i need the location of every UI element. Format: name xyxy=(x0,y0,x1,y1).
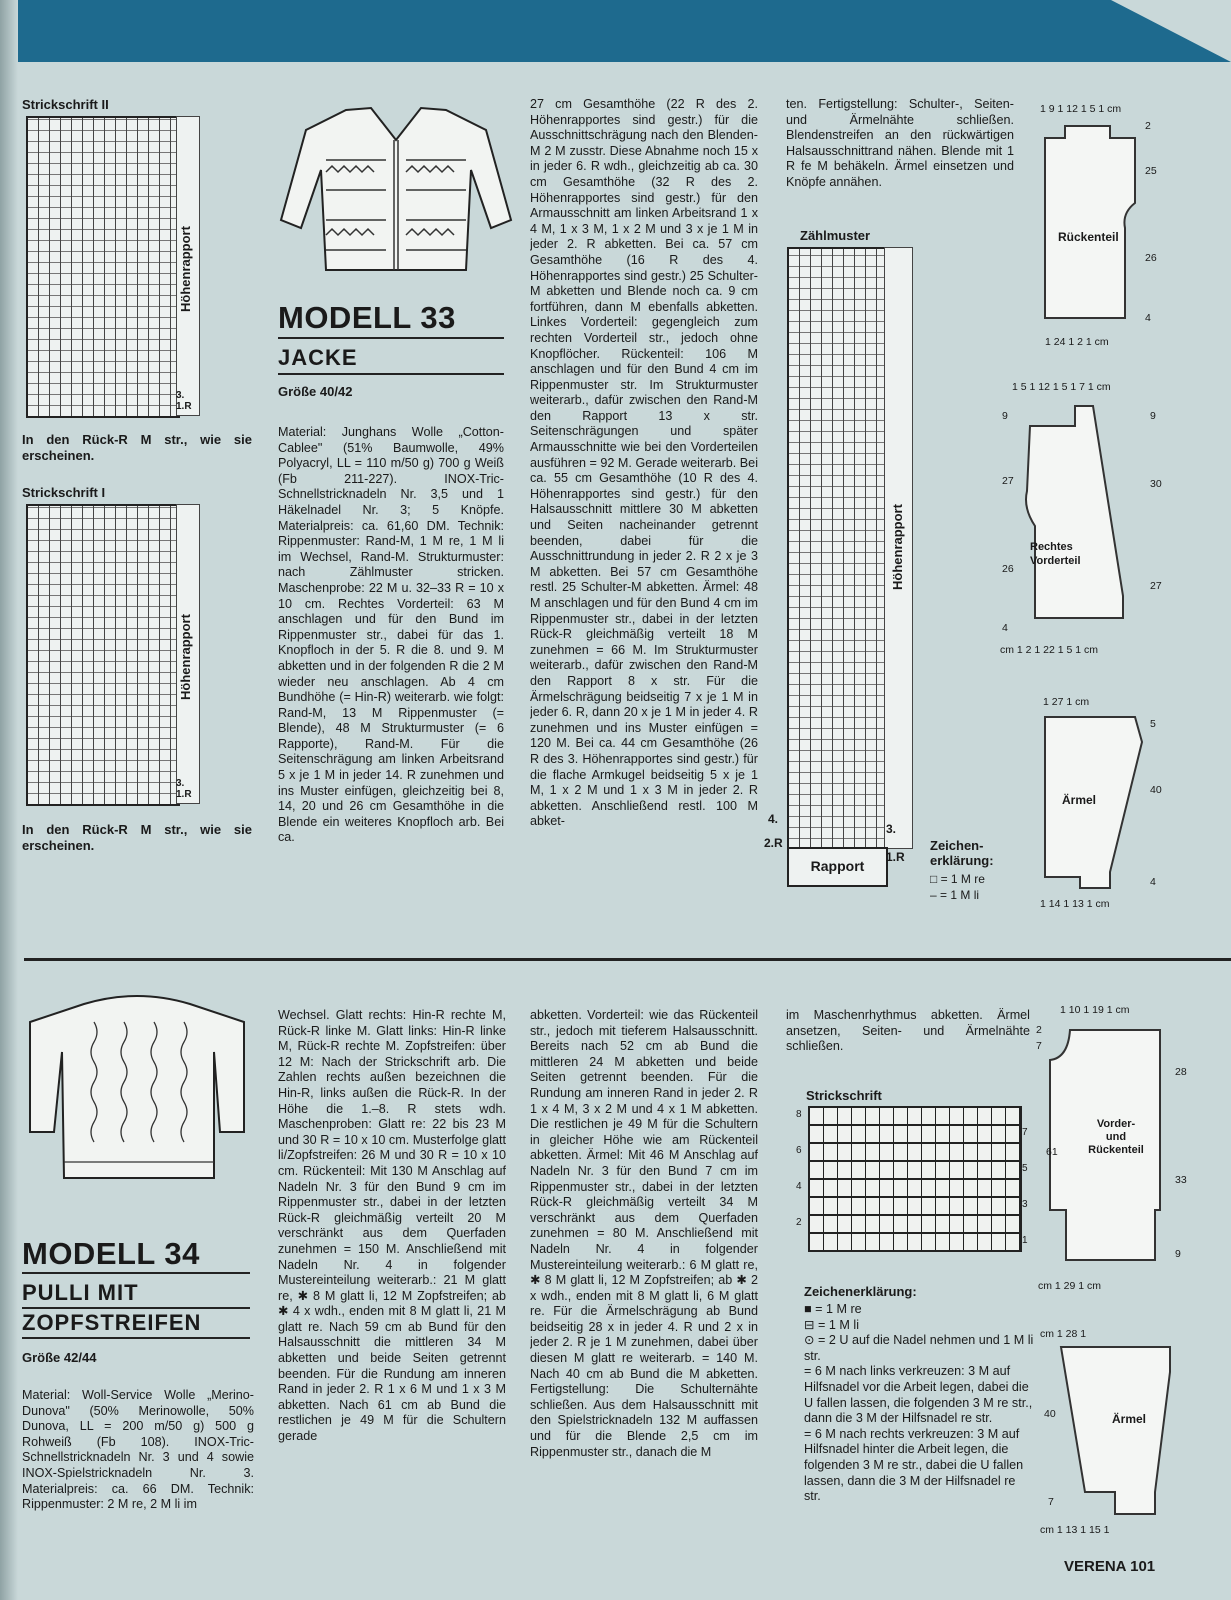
top-color-band xyxy=(0,0,1231,62)
model34-text-col3: abketten. Vorderteil: wie das Rückenteil str., jedoch mit tieferem Halsausschnitt. Bereits nach 52 cm ab Bund die mittleren 24 M abketten und beide Seiten getrennt beenden. Für die Rundung am inneren Rand in jeder 2. R 1 x 4 M, 3 x 2 M und 4 x 1 M abketten. Die restlichen je 49 M für die Schultern in gleicher Höhe wie am Rückenteil abketten. Ärmel: Mit 46 M Anschlag auf Nadeln Nr. 3 für den Bund 7 cm im Rippenmuster str., dabei in der letzten Rück-R gleichmäßig verteilt 34 M verschränkt aus dem Querfaden zunehmen = 80 M. Anschließend mit Nadeln Nr. 4 in folgender Mustereinteilung weiterarb.: 6 M glatt re, ✱ 8 M glatt li, 12 M Zopfstreifen; ab ✱ 2 x wdh., enden mit 8 M glatt li, 6 M glatt re. Für die Ärmelschrägung ab Bund beidseitig 28 x in jeder 4. R und 2 x in jeder 2. R je 1 M zunehmen, dabei über diesen M glatt re weiterarb. = 140 M. Nach 40 cm ab Bund die M abketten. Fertigstellung: Die Schulternähte schließen. Aus dem Halsausschnitt mit den Spielstricknadeln 132 M auffassen und für die Blende 2,5 cm im Rippenmuster str., danach die M xyxy=(530,1008,758,1459)
model34-subtitle2: ZOPFSTREIFEN xyxy=(22,1310,202,1335)
front-schematic xyxy=(1015,396,1145,626)
sleeve34-dim-7: 7 xyxy=(1048,1496,1054,1508)
page-footer: VERENA 101 xyxy=(1064,1558,1156,1575)
model33-subtitle-rule xyxy=(278,373,504,375)
pullover-illustration xyxy=(24,992,250,1188)
row2-label: 2.R xyxy=(764,836,783,850)
model34-legend xyxy=(804,1302,1034,1505)
model33-text-col1: Material: Junghans Wolle „Cotton-Cablee" (51% Baumwolle, 49% Polyacryl, LL = 110 m/50 g) 700 g Weiß (Fb 211-227). INOX-Tric-Schnellstricknadeln Nr. 3,5 und 1 Häkelnadel Nr. 3; 5 Knöpfe. Materialpreis: ca. 61,60 DM. Technik: Rippenmuster: Rand-M, 1 M re, 1 M li im Wechsel, Rand-M. Strukturmuster: nach Zählmuster stricken. Maschenprobe: 22 M u. 32–33 R = 10 x 10 cm. Rechtes Vorderteil: 63 M anschlagen und für den Bund im Rippenmuster str., dabei für das 1. Knopfloch in der 5. R die 8. und 9. M abketten und in der folgenden R die 2 M wieder neu anschlagen. Ab 4 cm Bundhöhe (= Hin-R) weiterarb. wie folgt: Rand-M, 13 M Rippenmuster (= Blende), 48 M Strukturmuster (= 6 Rapporte), Rand-M. Für die Seitenschrägung am linken Arbeitsrand 5 x je 1 M in jeder 14. R zunehmen und ins Muster einfügen, gleichzeitig bei 8, 14, 20 und 26 cm Gesamthöhe in die Blende ein weiteres Knopfloch arb. Bei ca. xyxy=(278,425,504,845)
body-label: Vorder- und Rückenteil xyxy=(1088,1118,1144,1156)
front-dim-4: 4 xyxy=(1002,622,1008,634)
front-dim-26: 26 xyxy=(1002,563,1014,575)
chart1-grid xyxy=(26,504,180,806)
model33-size: Größe 40/42 xyxy=(278,384,353,399)
zaehlmuster-grid xyxy=(787,247,888,851)
back-dim-26: 26 xyxy=(1145,252,1157,264)
chart2-note: In den Rück-R M str., wie sie erscheinen. xyxy=(22,432,252,463)
chart1-title: Strickschrift I xyxy=(22,485,106,500)
front-dim-9a: 9 xyxy=(1002,410,1008,422)
back-schematic xyxy=(1040,118,1160,336)
page-gutter-shadow xyxy=(0,0,18,1600)
model33-legend-a: □ = 1 M re xyxy=(930,872,985,886)
model33-title-rule xyxy=(278,337,504,339)
chart2-row-labels: 3. 1.R xyxy=(176,390,192,412)
sleeve33-dim-bottom: 1 14 1 13 1 cm xyxy=(1040,898,1110,910)
body-dim-61: 61 xyxy=(1046,1146,1058,1158)
model34-size: Größe 42/44 xyxy=(22,1350,97,1365)
front-dim-top: 1 5 1 12 1 5 1 7 1 cm xyxy=(1012,381,1111,393)
body-dim-28: 28 xyxy=(1175,1066,1187,1078)
model34-subtitle1: PULLI MIT xyxy=(22,1280,139,1305)
model34-text-col4: im Maschenrhythmus abketten. Ärmel ansetzen, Seiten- und Ärmelnähte schließen. xyxy=(786,1008,1030,1054)
chart1-row-labels: 3. 1.R xyxy=(176,778,192,800)
chart1-note: In den Rück-R M str., wie sie erscheinen. xyxy=(22,822,252,853)
sleeve34-label: Ärmel xyxy=(1112,1412,1147,1426)
model33-title: MODELL 33 xyxy=(278,300,456,335)
model34-subtitle1-rule xyxy=(22,1307,250,1309)
sleeve-dim-top: 1 27 1 cm xyxy=(1043,696,1090,708)
front-dim-27b: 27 xyxy=(1150,580,1162,592)
sleeve34-dim-40: 40 xyxy=(1044,1408,1056,1420)
sleeve34-dim-top: cm 1 28 1 xyxy=(1040,1328,1087,1340)
back-dim-bottom: 1 24 1 2 1 cm xyxy=(1045,336,1109,348)
sleeve34-dim-bottom: cm 1 13 1 15 1 xyxy=(1040,1524,1110,1536)
model33-text-col3: ten. Fertigstellung: Schulter-, Seiten- und Ärmelnähte schließen. Blendenstreifen an den rückwärtigen Halsausschnittrand nähen. Blende mit 1 R fe M behäkeln. Ärmel einsetzen und Knöpfe annähen. xyxy=(786,97,1014,189)
front-dim-9b: 9 xyxy=(1150,410,1156,422)
sleeve34-schematic xyxy=(1055,1342,1185,1522)
row1-label: 1.R xyxy=(886,850,905,864)
section-divider xyxy=(24,958,1231,961)
model34-title-rule xyxy=(22,1272,250,1274)
sleeve33-dim-40: 40 xyxy=(1150,784,1162,796)
model33-subtitle: JACKE xyxy=(278,345,358,370)
zaehlmuster-rapport-box: Rapport xyxy=(787,847,888,887)
cardigan-illustration xyxy=(276,100,516,275)
model34-legend-title: Zeichenerklärung: xyxy=(804,1284,917,1299)
model34-chart-title: Strickschrift xyxy=(806,1088,882,1103)
zaehlmuster-height-label: Höhenrapport xyxy=(890,504,905,590)
model33-legend-b: – = 1 M li xyxy=(930,888,980,902)
back-dim-25: 25 xyxy=(1145,165,1157,177)
legend-cross-right: = 6 M nach rechts verkreuzen: 3 M auf Hilfsnadel hinter die Arbeit legen, die folgenden 3 M re str., dabei die U fallen lassen, dann die 3 M der Hilfsnadel re str. xyxy=(804,1426,1024,1504)
model34-row-odd: 7 5 3 1 xyxy=(1022,1127,1028,1246)
legend-knit: ■ = 1 M re xyxy=(804,1302,862,1316)
body-dim-33: 33 xyxy=(1175,1174,1187,1186)
row4-label: 4. xyxy=(768,812,779,826)
front-dim-27a: 27 xyxy=(1002,475,1014,487)
zaehlmuster-title: Zählmuster xyxy=(800,228,871,243)
sleeve33-dim-5: 5 xyxy=(1150,718,1156,730)
legend-cross-left: = 6 M nach links verkreuzen: 3 M auf Hilfsnadel vor die Arbeit legen, dabei die U fallen lassen, die folgenden 3 M re str., dann die 3 M der Hilfsnadel re str. xyxy=(804,1364,1033,1426)
model34-chart-grid xyxy=(808,1106,1022,1252)
back-label: Rückenteil xyxy=(1058,230,1119,244)
model34-text-col1: Material: Woll-Service Wolle „Merino-Dunova" (50% Merinowolle, 50% Dunova, LL = 200 m/50 g) 500 g Rohweiß (Fb 108). INOX-Tric-Schnellstricknadeln Nr. 3 und 4 sowie INOX-Spielstricknadeln Nr. 3. Materialpreis: ca. 66 DM. Technik: Rippenmuster: 2 M re, 2 M li im xyxy=(22,1388,254,1512)
front-label: Rechtes Vorderteil xyxy=(1030,541,1081,567)
back-dim-4: 4 xyxy=(1145,312,1151,324)
chart2-grid xyxy=(26,116,180,418)
row3-label: 3. xyxy=(886,822,897,836)
model34-title: MODELL 34 xyxy=(22,1236,200,1271)
body-dim-2: 2 xyxy=(1036,1024,1042,1036)
model34-row-even: 8 6 4 2 xyxy=(796,1109,802,1228)
model33-legend-title: Zeichen-erklärung: xyxy=(930,838,994,868)
back-dim-2: 2 xyxy=(1145,120,1151,132)
chart2-height-label: Höhenrapport xyxy=(178,226,193,312)
model33-text-col2: 27 cm Gesamthöhe (22 R des 2. Höhenrapportes sind gestr.) für die Ausschnittschrägung nach den Blenden-M 2 M zusstr. Diese Abnahme noch 15 x in jeder 6. R wdh., gleichzeitig ab ca. 30 cm Gesamthöhe (32 R des 2. Höhenrapportes sind gestr.) für den Armausschnitt am linken Arbeitsrand 1 x 4 M, 1 x 3 M, 1 x 2 M und 3 x je 1 M in jeder 2. R abketten. Bei ca. 57 cm Gesamthöhe (16 R des 4. Höhenrapportes sind gestr.) 25 Schulter-M abketten und Blende noch ca. 9 cm fortführen, dann M ebenfalls abketten. Linkes Vorderteil: gegengleich zum rechten Vorderteil str., jedoch ohne Knopflöcher. Rückenteil: 106 M anschlagen und für den Bund 4 cm im Rippenmuster str. Im Strukturmuster weiterarb., dafür zwischen den Rand-M den Rapport 13 x str. Seitenschrägungen und später Armausschnitte wie bei den Vorderteilen ausführen = 92 M. Gerade weiterarb. Bei ca. 55 cm Gesamthöhe (10 R des 4. Höhenrapportes sind gestr.) für den Halsausschnitt mittlere 30 M abketten und Seiten nacheinander getrennt beenden, dabei für die Ausschnittrundung in jeder 2. R 2 x je 3 M abketten. Bei 57 cm Gesamthöhe restl. 25 Schulter-M abketten. Ärmel: 48 M anschlagen und für den Bund 4 cm im Rippenmuster str., dabei in der letzten Rück-R gleichmäßig verteilt 18 M zunehmen = 66 M. Im Strukturmuster weiterarb., dafür zwischen den Rand-M den Rapport 8 x str. Für die Ärmelschrägung beidseitig 7 x je 1 M in jeder 6. R, dann 20 x je 1 M in jeder 4. R zunehmen und ins Muster einfügen = 120 M. Bei ca. 44 cm Gesamthöhe (26 R des 3. Höhenrapportes sind gestr.) für die flache Armkugel beidseitig 5 x je 1 M, 1 x 2 M und 1 x 3 M in jeder 2. R abketten. Anschließend restl. 100 M abket- xyxy=(530,97,758,829)
body-dim-9: 9 xyxy=(1175,1248,1181,1260)
chart2-title: Strickschrift II xyxy=(22,97,109,112)
body-dim-7: 7 xyxy=(1036,1040,1042,1052)
front-dim-bottom: cm 1 2 1 22 1 5 1 cm xyxy=(1000,644,1099,656)
chart1-height-label: Höhenrapport xyxy=(178,614,193,700)
body-dim-top: 1 10 1 19 1 cm xyxy=(1060,1004,1130,1016)
sleeve33-dim-4: 4 xyxy=(1150,876,1156,888)
sleeve33-label: Ärmel xyxy=(1062,793,1097,807)
legend-purl: ⊟ = 1 M li xyxy=(804,1317,859,1332)
legend-yarnover: ⊙ = 2 U auf die Nadel nehmen und 1 M li str. xyxy=(804,1333,1034,1363)
front-dim-30: 30 xyxy=(1150,478,1162,490)
model34-text-col2: Wechsel. Glatt rechts: Hin-R rechte M, Rück-R linke M. Glatt links: Hin-R linke M, Rück-R rechte M. Zopfstreifen: über 12 M: Nach der Strickschrift arb. Die Zahlen rechts außen bezeichnen die Hin-R, links außen die Rück-R. In der Höhe die 1.–8. R stets wdh. Maschenproben: Glatt re: 22 bis 23 M und 30 R = 10 x 10 cm. Musterfolge glatt li/Zopfstreifen: 26 M und 30 R = 10 x 10 cm. Rückenteil: Mit 130 M Anschlag auf Nadeln Nr. 3 für den Bund 9 cm im Rippenmuster str., dabei in der letzten Rück-R gleichmäßig verteilt 20 M verschränkt aus dem Querfaden zunehmen = 150 M. Anschließend mit Nadeln Nr. 4 in folgender Mustereinteilung weiterarb.: 21 M glatt re, ✱ 8 M glatt li, 12 M Zopfstreifen; ab ✱ 4 x wdh., enden mit 8 M glatt li, 21 M glatt re. Nach 59 cm ab Bund für den Halsausschnitt die mittleren 34 M abketten und beide Seiten getrennt beenden. Für die Rundung am inneren Rand in jeder 2. R 1 x 6 M und 1 x 3 M abketten. Nach 61 cm ab Bund die restlichen je 49 M für die Schultern gerade xyxy=(278,1008,506,1444)
model34-subtitle2-rule xyxy=(22,1337,250,1339)
back-dim-top: 1 9 1 12 1 5 1 cm xyxy=(1040,103,1122,115)
body-dim-bottom: cm 1 29 1 cm xyxy=(1038,1280,1102,1292)
